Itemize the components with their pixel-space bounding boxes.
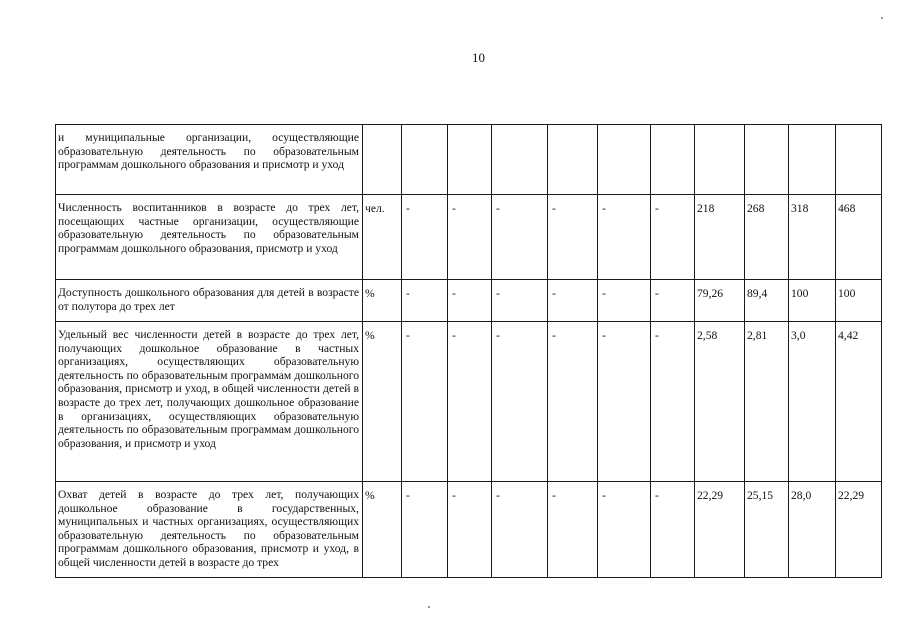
value-cell: - xyxy=(548,195,598,280)
scan-speck xyxy=(428,606,430,608)
scan-speck xyxy=(881,17,883,19)
table-row xyxy=(56,195,882,280)
value-cell: - xyxy=(651,322,695,482)
indicator-unit: % xyxy=(363,482,402,578)
value-cell: - xyxy=(651,482,695,578)
value-cell xyxy=(651,125,695,195)
value-cell: 25,15 xyxy=(745,482,789,578)
value-cell: 79,26 xyxy=(695,280,745,322)
value-cell: - xyxy=(492,195,548,280)
value-cell: - xyxy=(598,280,651,322)
value-cell: 100 xyxy=(789,280,836,322)
indicator-unit: % xyxy=(363,280,402,322)
table-row xyxy=(56,280,882,322)
indicator-description: Охват детей в возрасте до трех лет, получающих дошкольное образование в государственных, муниципальных и частных организациях, осуществляющих образовательную деятельность по образовательным программам дошкольного образования, присмотр и уход, в общей численности детей в возрасте до трех xyxy=(56,482,363,578)
value-cell: - xyxy=(448,195,492,280)
indicator-unit: чел. xyxy=(363,195,402,280)
value-cell: - xyxy=(492,322,548,482)
value-cell: - xyxy=(598,195,651,280)
indicators-table xyxy=(55,124,882,578)
value-cell: 22,29 xyxy=(695,482,745,578)
value-cell xyxy=(448,125,492,195)
value-cell: - xyxy=(548,280,598,322)
value-cell: - xyxy=(598,322,651,482)
value-cell: 268 xyxy=(745,195,789,280)
value-cell xyxy=(598,125,651,195)
indicator-description: Доступность дошкольного образования для детей в возрасте от полутора до трех лет xyxy=(56,280,363,322)
value-cell xyxy=(745,125,789,195)
indicator-description: Удельный вес численности детей в возрасте до трех лет, получающих дошкольное образование в частных организациях, осуществляющих образовательную деятельность по образовательным программам дошкольного образования, присмотр и уход, в общей численности детей в возрасте до трех лет, получающих дошкольное образование в организациях, осуществляющих образовательную деятельность по образовательным программам дошкольного образования, и присмотр и уход xyxy=(56,322,363,482)
value-cell: - xyxy=(492,280,548,322)
table-row xyxy=(56,482,882,578)
value-cell: 318 xyxy=(789,195,836,280)
value-cell: 4,42 xyxy=(836,322,882,482)
value-cell: 468 xyxy=(836,195,882,280)
value-cell: 3,0 xyxy=(789,322,836,482)
value-cell: 22,29 xyxy=(836,482,882,578)
value-cell: - xyxy=(548,482,598,578)
value-cell: - xyxy=(448,280,492,322)
value-cell: - xyxy=(492,482,548,578)
table-row xyxy=(56,125,882,195)
value-cell xyxy=(695,125,745,195)
value-cell: - xyxy=(402,195,448,280)
value-cell: - xyxy=(598,482,651,578)
indicator-description: и муниципальные организации, осуществляющие образовательную деятельность по образовательным программам дошкольного образования и присмотр и уход xyxy=(56,125,363,195)
table-row xyxy=(56,322,882,482)
value-cell xyxy=(836,125,882,195)
indicator-unit: % xyxy=(363,322,402,482)
value-cell: - xyxy=(402,322,448,482)
value-cell: - xyxy=(402,482,448,578)
indicator-description: Численность воспитанников в возрасте до трех лет, посещающих частные организации, осуществляющие образовательную деятельность по образовательным программам дошкольного образования, присмотр и уход xyxy=(56,195,363,280)
value-cell: 2,81 xyxy=(745,322,789,482)
value-cell: - xyxy=(651,195,695,280)
value-cell: - xyxy=(448,322,492,482)
value-cell: - xyxy=(402,280,448,322)
value-cell: - xyxy=(651,280,695,322)
value-cell: 28,0 xyxy=(789,482,836,578)
page-number: 10 xyxy=(472,50,485,65)
value-cell xyxy=(492,125,548,195)
value-cell: 89,4 xyxy=(745,280,789,322)
value-cell xyxy=(789,125,836,195)
value-cell: 2,58 xyxy=(695,322,745,482)
indicator-unit xyxy=(363,125,402,195)
value-cell xyxy=(548,125,598,195)
value-cell xyxy=(402,125,448,195)
value-cell: 100 xyxy=(836,280,882,322)
value-cell: 218 xyxy=(695,195,745,280)
value-cell: - xyxy=(548,322,598,482)
value-cell: - xyxy=(448,482,492,578)
